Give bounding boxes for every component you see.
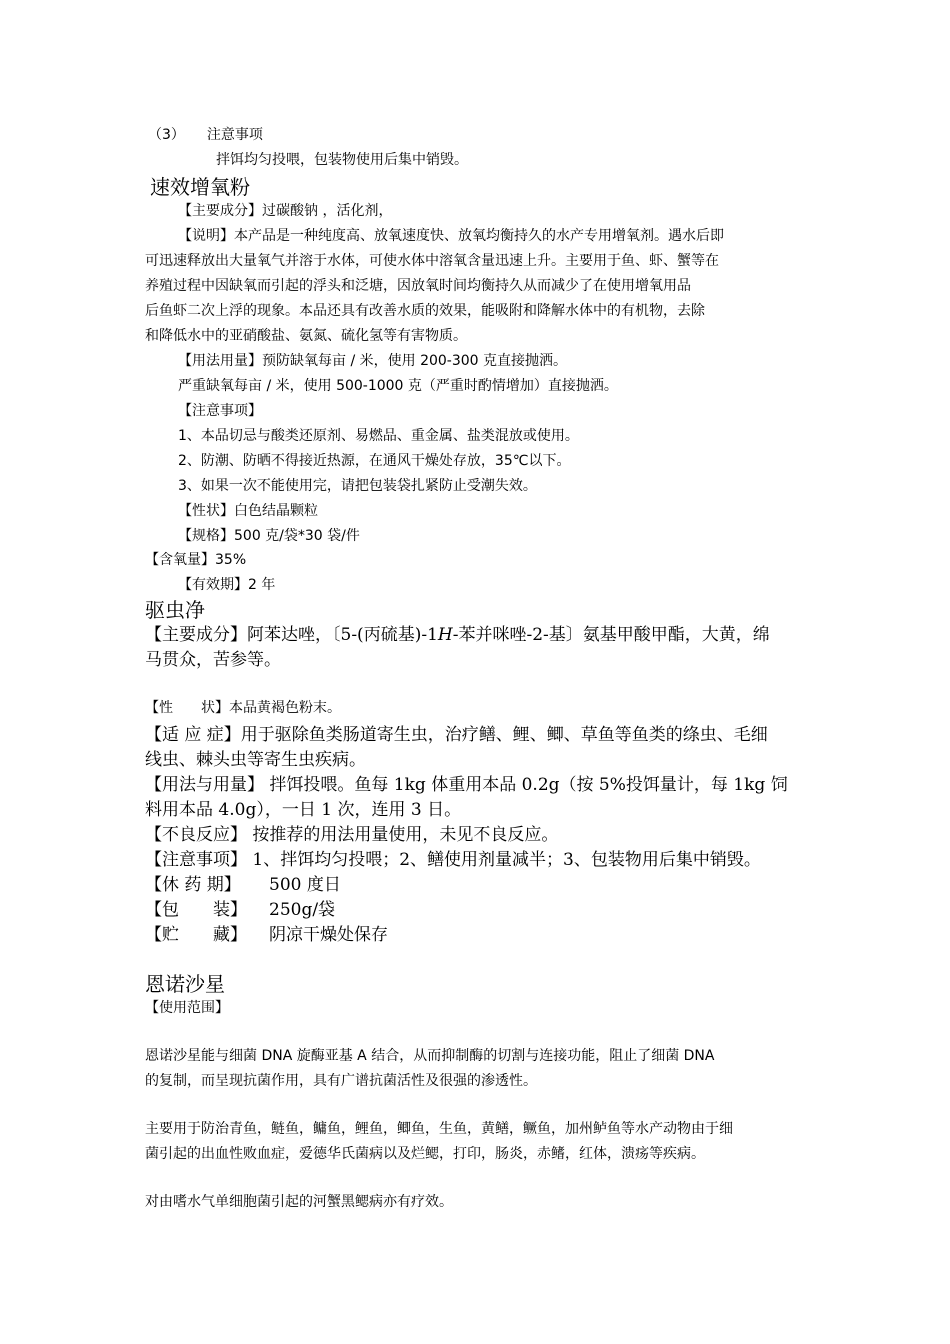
dosage-line-1: 【用法与用量】 拌饵投喂。鱼每 1kg 体重用本品 0.2g（按 5%投饵量计，每 1kg 饲 [145,775,788,795]
ingredients-line: 【主要成分】过碳酸钠 ，活化剂， [178,203,393,219]
property-value: 本品黄褐色粉末。 [229,700,341,716]
para2-line-2: 菌引起的出血性败血症，爱德华氏菌病以及烂鳃，打印，肠炎，赤鳍，红体，溃疡等疾病。 [145,1146,705,1162]
description-line-3: 养殖过程中因缺氧而引起的浮头和泛塘，因放氧时间均衡持久从而减少了在使用增氧用品 [145,278,691,294]
indication-line-2: 线虫、棘头虫等寄生虫疾病。 [145,750,366,770]
package-line [145,902,335,919]
description-line-4: 后鱼虾二次上浮的现象。本品还具有改善水质的效果，能吸附和降解水体中的有机物，去除 [145,303,705,319]
ingredients-part-a: 【主要成分】阿苯达唑，〔5-(丙硫基)-1 [145,625,438,645]
adverse-reaction-line: 【不良反应】 按推荐的用法用量使用，未见不良反应。 [145,825,559,845]
para3-line: 对由嗜水气单细胞菌引起的河蟹黑鳃病亦有疗效。 [145,1194,453,1210]
note-item-1: 1、本品切忌与酸类还原剂、易燃品、重金属、盐类混放或使用。 [178,428,579,444]
withdrawal-value: 500 度日 [269,875,341,895]
ingredients-italic-h: H [437,625,453,645]
validity-line: 【有效期】2 年 [178,577,276,593]
storage-value: 阴凉干燥处保存 [269,925,388,945]
notes-heading [148,128,263,142]
indication-line-1: 【适 应 症】用于驱除鱼类肠道寄生虫，治疗鳝、鲤、鲫、草鱼等鱼类的绦虫、毛细 [145,725,768,745]
dosage-line-2: 料用本品 4.0g），一日 1 次，连用 3 日。 [145,800,462,820]
dewormer-ingredients-line-1 [145,627,770,644]
withdrawal-line [145,877,341,894]
scope-heading: 【使用范围】 [145,1000,229,1016]
para2-line-1: 主要用于防治青鱼，鲢鱼，鳙鱼，鲤鱼，鲫鱼，生鱼，黄鳝，鳜鱼，加州鲈鱼等水产动物由于细 [145,1121,733,1137]
dewormer-ingredients-line-2: 马贯众，苦参等。 [145,650,281,670]
property-line: 【性状】白色结晶颗粒 [178,503,318,519]
notes-body: 拌饵均匀投喂，包装物使用后集中销毁。 [216,152,468,168]
caution-line: 【注意事项】 1、拌饵均匀投喂；2、鳝使用剂量减半；3、包装物用后集中销毁。 [145,850,761,870]
ingredients-part-b: -苯并咪唑-2-基〕氨基甲酸甲酯，大黄，绵 [452,625,770,645]
heading-text: 注意事项 [206,127,263,143]
para1-line-1: 恩诺沙星能与细菌 DNA 旋酶亚基 A 结合，从而抑制酶的切割与连接功能，阻止了细菌 DNA [145,1048,715,1064]
dewormer-property-line [145,701,341,715]
storage-line [145,927,388,944]
para1-line-2: 的复制，而呈现抗菌作用，具有广谱抗菌活性及很强的渗透性。 [145,1073,537,1089]
description-line-5: 和降低水中的亚硝酸盐、氨氮、硫化氢等有害物质。 [145,328,467,344]
withdrawal-key: 【休 药 期】 [145,875,241,895]
note-item-3: 3、如果一次不能使用完，请把包装袋扎紧防止受潮失效。 [178,478,537,494]
product-title-oxygen-powder: 速效增氧粉 [150,175,250,199]
notes-label: 【注意事项】 [178,403,262,419]
oxygen-content-line: 【含氧量】35% [145,552,247,568]
note-item-2: 2、防潮、防晒不得接近热源，在通风干燥处存放，35℃以下。 [178,453,571,469]
package-value: 250g/袋 [269,900,336,920]
property-key: 【性 状】 [145,700,229,716]
usage-line-2: 严重缺氧每亩 / 米，使用 500-1000 克（严重时酌情增加）直接抛洒。 [178,378,618,394]
usage-line-1: 【用法用量】预防缺氧每亩 / 米，使用 200-300 克直接抛洒。 [178,353,568,369]
heading-number: （3） [148,127,185,143]
package-key: 【包 装】 [145,900,247,920]
storage-key: 【贮 藏】 [145,925,247,945]
description-line-1: 【说明】本产品是一种纯度高、放氧速度快、放氧均衡持久的水产专用增氧剂。遇水后即 [178,228,724,244]
spec-line: 【规格】500 克/袋*30 袋/件 [178,528,360,544]
product-title-dewormer: 驱虫净 [145,598,205,622]
product-title-enrofloxacin: 恩诺沙星 [145,972,225,996]
description-line-2: 可迅速释放出大量氧气并溶于水体，可使水体中溶氧含量迅速上升。主要用于鱼、虾、蟹等在 [145,253,719,269]
